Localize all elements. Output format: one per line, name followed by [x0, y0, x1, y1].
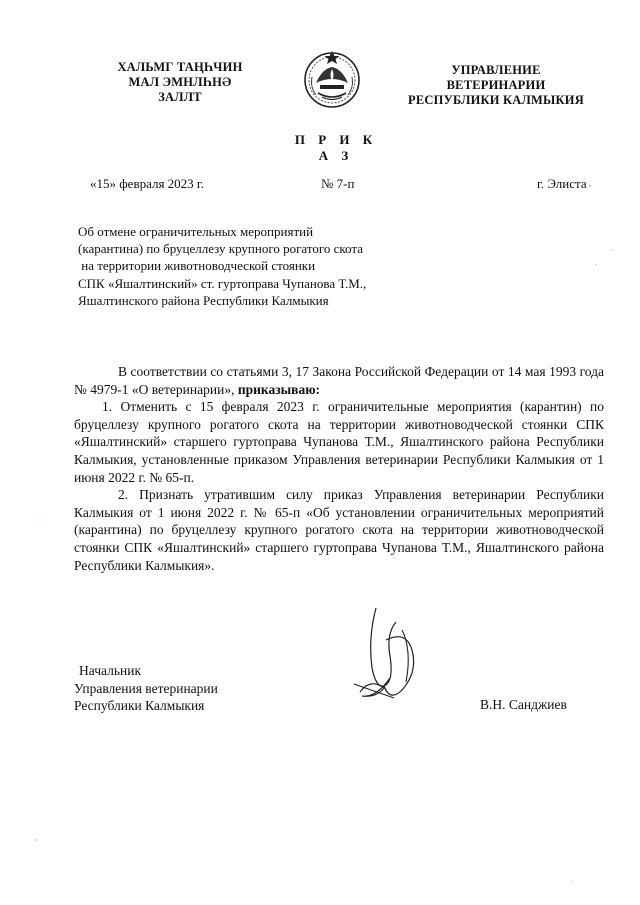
document-body	[74, 363, 604, 574]
header-left-line: МАЛ ЭМНЛҺНӘ	[128, 75, 232, 89]
kalmykia-coat-of-arms-icon	[302, 47, 362, 111]
handwritten-signature	[346, 600, 436, 710]
header-right-org	[398, 63, 594, 108]
subject-line: Об отмене ограничительных мероприятий	[78, 224, 314, 239]
subject-line: на территории животноводческой стоянки	[78, 258, 316, 274]
document-title: П Р И К А З	[294, 132, 378, 163]
body-intro-command: приказываю:	[237, 381, 321, 397]
header-right-line: УПРАВЛЕНИЕ	[451, 63, 541, 77]
header-right-line: ВЕТЕРИНАРИИ	[446, 78, 546, 92]
body-intro-paragraph	[74, 363, 604, 398]
header-right-line: РЕСПУБЛИКИ КАЛМЫКИЯ	[408, 93, 584, 107]
document-date: «15» февраля 2023 г.	[90, 176, 205, 191]
header-left-line: ЗАЛЛТ	[158, 90, 202, 104]
body-item-2: 2. Признать утратившим силу приказ Управления ветеринарии Республики Калмыкия от 1 июня 2022 г. № 65-п «Об установлении ограничительных мероприятий (карантина) по бруцеллезу крупного рогатого скота на территории животноводческой стоянки СПК «Яшалтинский» старшего гуртоправа Чупанова Т.М., Яшалтинского района Республики Калмыкия».	[74, 487, 604, 573]
body-item-1: 1. Отменить с 15 февраля 2023 г. ограничительные мероприятия (карантин) по бруцеллезу крупного рогатого скота на территории животноводческой стоянки СПК «Яшалтинский» старшего гуртоправа Чупанова Т.М., Яшалтинского района Республики Калмыкия, установленные приказом Управления ветеринарии Республики Калмыкия от 1 июня 2022 г. № 65-п.	[74, 399, 604, 485]
position-line: Республики Калмыкия	[74, 698, 205, 714]
position-line: Начальник	[79, 663, 142, 678]
document-number: № 7-п	[321, 176, 355, 191]
document-subject	[78, 223, 438, 309]
signer-name: В.Н. Санджиев	[480, 697, 567, 712]
header-left-line: ХАЛЬМГ ТАҢҺЧИН	[117, 60, 243, 74]
subject-line: Яшалтинского района Республики Калмыкия	[78, 292, 329, 308]
subject-line: (карантина) по бруцеллезу крупного рогатого скота	[78, 241, 363, 257]
document-city: г. Элиста	[537, 176, 587, 191]
subject-line: СПК «Яшалтинский» ст. гуртоправа Чупанова Т.М.,	[78, 275, 367, 291]
signature-position	[74, 662, 218, 715]
header-left-org	[100, 60, 260, 105]
position-line: Управления ветеринарии	[74, 680, 218, 696]
body-intro-text: В соответствии со статьями 3, 17 Закона Российской Федерации от 14 мая 1993 года № 4979-1 «О ветеринарии»,	[74, 364, 604, 397]
